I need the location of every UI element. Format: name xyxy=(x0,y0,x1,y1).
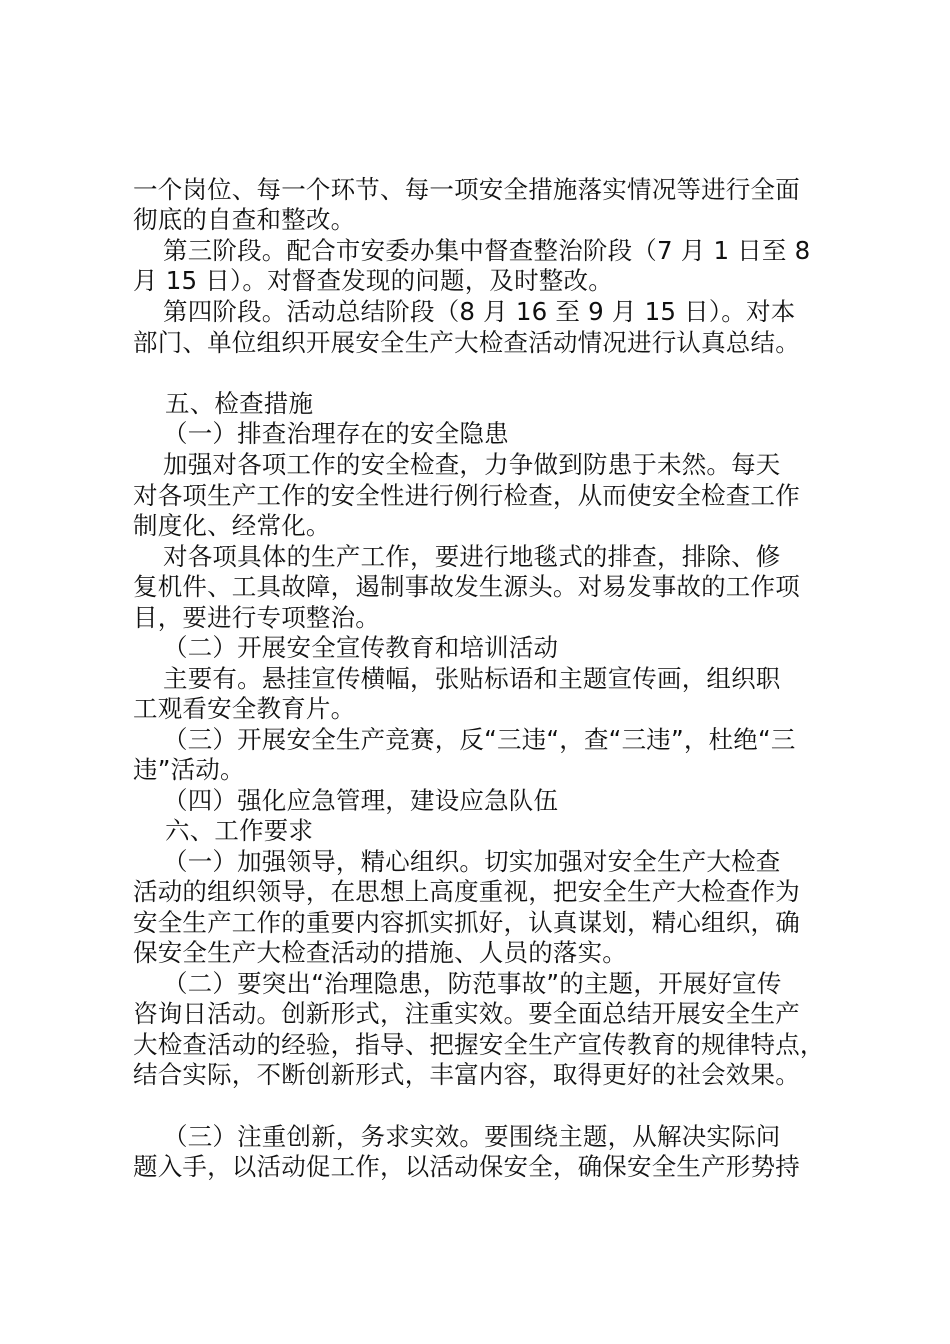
text-line: （一）加强领导，精心组织。切实加强对安全生产大检查 xyxy=(163,847,781,876)
text-line: 第四阶段。活动总结阶段（8 月 16 至 9 月 15 日）。对本 xyxy=(163,297,796,326)
text-line: （二）要突出“治理隐患，防范事故”的主题，开展好宣传 xyxy=(163,969,782,998)
text-line: （三）注重创新，务求实效。要围绕主题，从解决实际问 xyxy=(163,1122,781,1151)
section-heading: 六、工作要求 xyxy=(165,816,314,845)
text-line: 咨询日活动。创新形式，注重实效。要全面总结开展安全生产 xyxy=(133,999,800,1028)
text-line: 第三阶段。配合市安委办集中督查整治阶段（7 月 1 日至 8 xyxy=(163,236,811,265)
subsection-heading: （二）开展安全宣传教育和培训活动 xyxy=(163,633,559,662)
text-line: 题入手，以活动促工作，以活动保安全，确保安全生产形势持 xyxy=(133,1152,800,1181)
text-line: 目，要进行专项整治。 xyxy=(133,603,380,632)
text-line: 对各项具体的生产工作，要进行地毯式的排查，排除、修 xyxy=(163,542,781,571)
text-line: 月 15 日）。对督查发现的问题，及时整改。 xyxy=(133,266,613,295)
text-line: 违”活动。 xyxy=(133,755,245,784)
text-line: 安全生产工作的重要内容抓实抓好，认真谋划，精心组织，确 xyxy=(133,908,800,937)
text-line: 工观看安全教育片。 xyxy=(133,694,356,723)
text-line: 保安全生产大检查活动的措施、人员的落实。 xyxy=(133,938,627,967)
text-line: 一个岗位、每一个环节、每一项安全措施落实情况等进行全面 xyxy=(133,175,800,204)
text-line: 彻底的自查和整改。 xyxy=(133,205,356,234)
text-line: 部门、单位组织开展安全生产大检查活动情况进行认真总结。 xyxy=(133,328,800,357)
text-line: 复机件、工具故障，遏制事故发生源头。对易发事故的工作项 xyxy=(133,572,800,601)
text-line: 大检查活动的经验，指导、把握安全生产宣传教育的规律特点， xyxy=(133,1030,825,1059)
subsection-heading: （四）强化应急管理，建设应急队伍 xyxy=(163,786,559,815)
subsection-heading: （一）排查治理存在的安全隐患 xyxy=(163,419,509,448)
text-line: 活动的组织领导，在思想上高度重视，把安全生产大检查作为 xyxy=(133,877,800,906)
text-line: 主要有。悬挂宣传横幅，张贴标语和主题宣传画，组织职 xyxy=(163,664,781,693)
text-line: 加强对各项工作的安全检查，力争做到防患于未然。每天 xyxy=(163,450,781,479)
text-line: 对各项生产工作的安全性进行例行检查，从而使安全检查工作 xyxy=(133,481,800,510)
text-line: 结合实际，不断创新形式，丰富内容，取得更好的社会效果。 xyxy=(133,1060,800,1089)
section-heading: 五、检查措施 xyxy=(165,389,314,418)
subsection-heading: （三）开展安全生产竞赛，反“三违“，查“三违”，杜绝“三 xyxy=(163,725,796,754)
text-line: 制度化、经常化。 xyxy=(133,511,331,540)
